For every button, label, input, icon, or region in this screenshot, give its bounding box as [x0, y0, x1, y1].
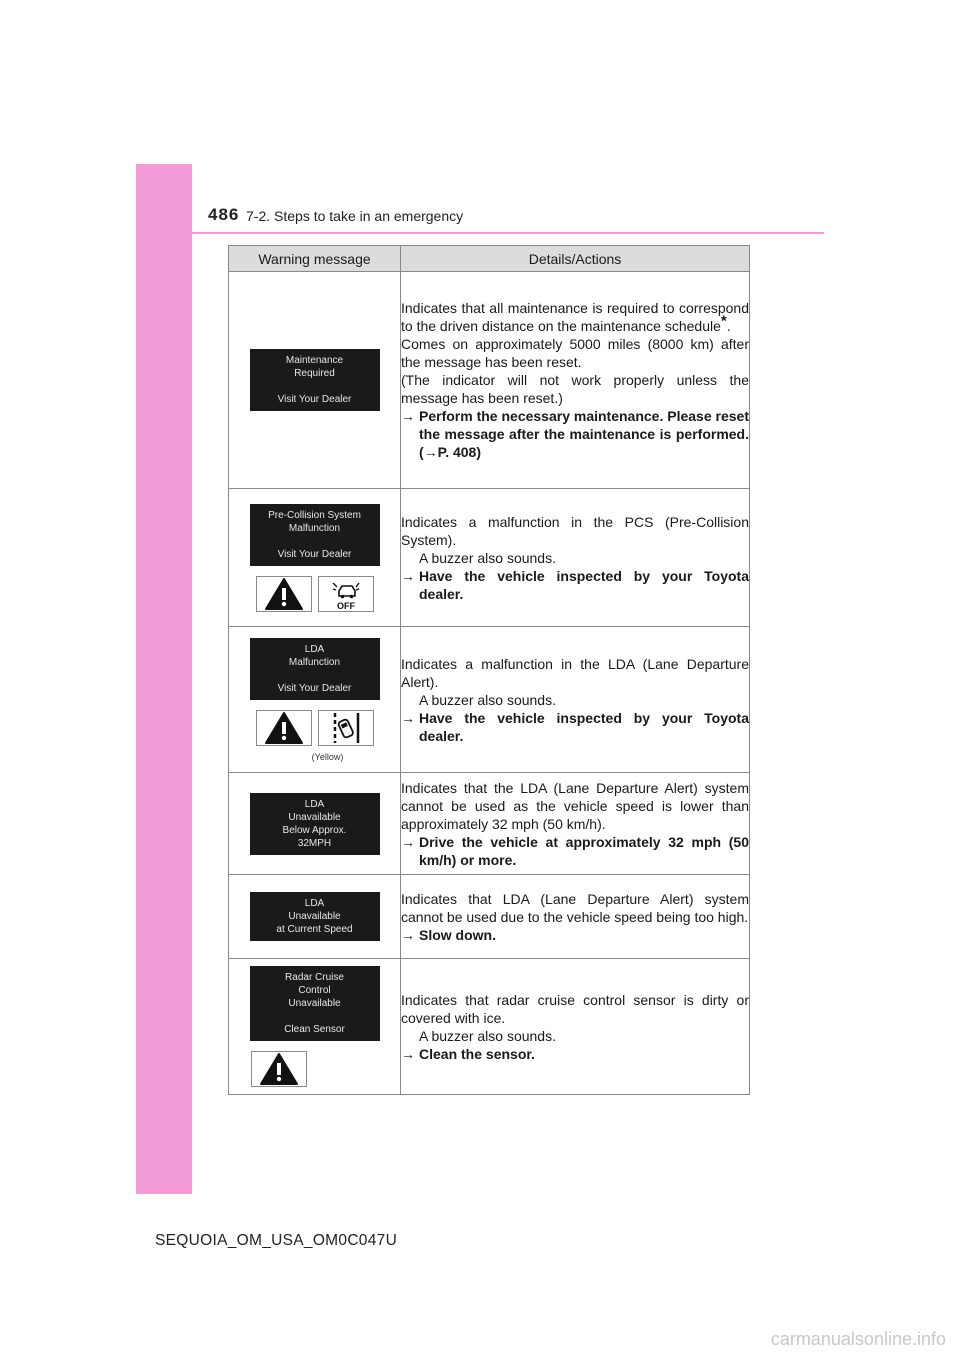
arrow-icon: →: [401, 1045, 415, 1062]
table-header-row: [229, 246, 750, 272]
display-message: LDA Unavailable at Current Speed: [250, 892, 380, 941]
details-cell: [401, 489, 750, 627]
details-cell: [401, 959, 750, 1095]
display-message: Radar Cruise Control Unavailable Clean Sensor: [250, 966, 380, 1041]
description: Indicates that the LDA (Lane Departure Alert) system cannot be used as the vehicle speed is lower than approximately 32 mph (50 km/h).: [401, 779, 749, 832]
arrow-icon: →: [401, 926, 415, 943]
message-cell: [229, 627, 401, 773]
watermark: carmanualsonline.info: [770, 1329, 946, 1349]
message-cell: [229, 875, 401, 959]
color-note: (Yellow): [311, 751, 344, 762]
page-number: 486: [208, 205, 240, 224]
table-row: [229, 959, 750, 1095]
description: Indicates that LDA (Lane Departure Alert) system cannot be used due to the vehicle speed being too high.: [401, 890, 749, 925]
warning-message-table: [228, 245, 750, 1095]
details-cell: [401, 773, 750, 875]
display-message: LDA Malfunction Visit Your Dealer: [250, 638, 380, 700]
table-row: [229, 489, 750, 627]
buzzer-note: A buzzer also sounds.: [419, 549, 556, 566]
display-message: LDA Unavailable Below Approx. 32MPH: [250, 793, 380, 855]
pcs-off-icon: [318, 576, 374, 612]
arrow-icon: →: [401, 567, 415, 584]
message-cell: [229, 489, 401, 627]
description: Indicates a malfunction in the PCS (Pre-Collision System).: [401, 513, 749, 548]
buzzer-note: A buzzer also sounds.: [419, 691, 556, 708]
details-cell: [401, 627, 750, 773]
action-text: → Slow down.: [401, 926, 496, 943]
svg-text:OFF: OFF: [336, 600, 355, 611]
message-cell: [229, 272, 401, 489]
display-message: Maintenance Required Visit Your Dealer: [250, 349, 380, 411]
message-cell: [229, 959, 401, 1095]
col-header-details: Details/Actions: [401, 246, 750, 272]
warning-triangle-icon: [256, 576, 312, 612]
arrow-icon: →: [401, 408, 415, 424]
section-title: 7-2. Steps to take in an emergency: [246, 208, 464, 224]
description: Indicates that radar cruise control sensor is dirty or covered with ice.: [401, 991, 749, 1026]
description: Indicates that all maintenance is required to correspond to the driven distance on the maintenance schedule*.: [401, 300, 749, 334]
warning-triangle-icon: [251, 1051, 307, 1087]
action-text: → Drive the vehicle at approximately 32 mph (50 km/h) or more.: [401, 833, 749, 868]
description-2: Comes on approximately 5000 miles (8000 km) after the message has been reset.: [401, 336, 749, 370]
buzzer-note: A buzzer also sounds.: [419, 1027, 556, 1044]
lda-lane-icon: [318, 710, 374, 746]
manual-code: SEQUOIA_OM_USA_OM0C047U: [155, 1232, 398, 1249]
arrow-icon: →: [401, 709, 415, 726]
table-row: [229, 272, 750, 489]
description-3: (The indicator will not work properly unless the message has been reset.): [401, 372, 749, 406]
chapter-tab-bar: [136, 164, 192, 1194]
action-text: → Have the vehicle inspected by your Toyota dealer.: [401, 709, 749, 744]
header-rule: [136, 232, 824, 234]
page-header: [208, 202, 828, 236]
action-text: → Have the vehicle inspected by your Toyota dealer.: [401, 567, 749, 602]
table-row: [229, 773, 750, 875]
arrow-icon: →: [401, 833, 415, 850]
details-cell: [401, 875, 750, 959]
table-row: [229, 627, 750, 773]
table-row: [229, 875, 750, 959]
display-message: Pre-Collision System Malfunction Visit Your Dealer: [250, 504, 380, 566]
col-header-message: Warning message: [229, 246, 401, 272]
action-text: → Perform the necessary maintenance. Please reset the message after the maintenance is performed. (→P. 408): [401, 408, 749, 460]
description: Indicates a malfunction in the LDA (Lane Departure Alert).: [401, 655, 749, 690]
warning-triangle-icon: [256, 710, 312, 746]
details-cell: [401, 272, 750, 489]
action-text: → Clean the sensor.: [401, 1045, 535, 1062]
message-cell: [229, 773, 401, 875]
